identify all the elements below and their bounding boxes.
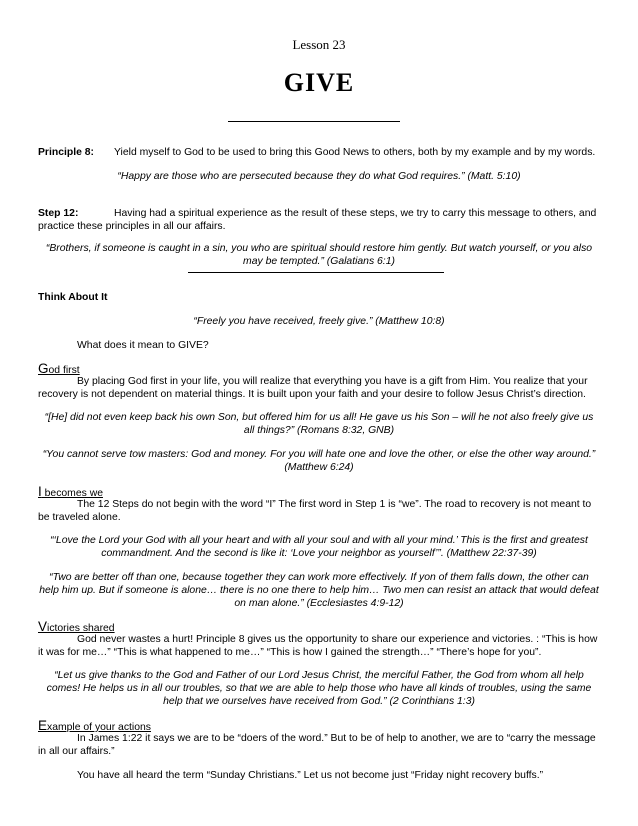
heading-rest: od first — [48, 365, 80, 376]
think-quote: “Freely you have received, freely give.” (Matthew 10:8) — [193, 316, 445, 327]
principle-text: Yield myself to God to be used to bring this Good News to others, both by my example and by my words. — [114, 147, 596, 158]
think-heading: Think About It — [38, 292, 108, 303]
i-becomes-we-quote2-line3: on man alone.” (Ecclesiastes 4:9-12) — [234, 598, 404, 609]
god-first-quote2-line1: “You cannot serve tow masters: God and money. For you will hate one and love the other, or else the other way around.” — [42, 449, 596, 460]
section-divider — [188, 272, 444, 273]
step-text-line2: practice these principles in all our affairs. — [38, 221, 226, 232]
heading-initial: G — [38, 361, 49, 376]
victories-quote-line3: help that we ourselves have received from God.” (2 Corinthians 1:3) — [163, 696, 475, 707]
principle-quote: “Happy are those who are persecuted because they do what God requires.” (Matt. 5:10) — [117, 171, 521, 182]
god-first-quote2-line2: (Matthew 6:24) — [284, 462, 354, 473]
victories-quote-line2: comes! He helps us in all our troubles, so that we are able to help those who have all kinds of troubles, using the same — [46, 683, 592, 694]
example-para-line1: In James 1:22 it says we are to be “doers of the word.” But to be of help to another, we are to “carry the message — [77, 733, 596, 744]
example-para-line3: You have all heard the term “Sunday Christians.” Let us not become just “Friday night recovery buffs.” — [77, 770, 544, 781]
heading-initial: V — [38, 619, 48, 634]
principle-label: Principle 8: — [38, 147, 95, 158]
god-first-para-line2: recovery is not dependent on material things. It is built upon your faith and your desire to follow Jesus Christ’s direction. — [38, 389, 586, 400]
i-becomes-we-para-line1: The 12 Steps do not begin with the word “I” The first word in Step 1 is “we”. The road to recovery is not meant to — [77, 499, 592, 510]
i-becomes-we-quote2-line1: “Two are better off than one, because together they can work more effectively. If yon of them falls down, the other can — [49, 572, 589, 583]
title-divider — [228, 121, 400, 122]
lesson-number: Lesson 23 — [292, 37, 346, 52]
step-text-line1: Having had a spiritual experience as the result of these steps, we try to carry this message to others, and — [114, 208, 597, 219]
i-becomes-we-para-line2: be traveled alone. — [38, 512, 121, 523]
victories-para-line1: God never wastes a hurt! Principle 8 gives us the opportunity to share our experience and victories. : “This is how — [77, 634, 598, 645]
god-first-quote1-line2: all things?” (Romans 8:32, GNB) — [243, 425, 395, 436]
heading-rest: ictories shared — [47, 623, 115, 634]
step-label: Step 12: — [38, 208, 79, 219]
title-graphic — [254, 68, 384, 96]
victories-para-line2: it was for me…” “This is what happened to me…” “This is how I gained the strength…” “There’s hope for you”. — [38, 647, 542, 658]
heading-rest: becomes we — [41, 488, 103, 499]
victories-quote-line1: “Let us give thanks to the God and Father of our Lord Jesus Christ, the merciful Father, the God from whom all help — [54, 670, 584, 681]
step-quote-line2: may be tempted.” (Galatians 6:1) — [243, 256, 395, 267]
i-becomes-we-quote1-line1: “‘Love the Lord your God with all your heart and with all your soul and with all your mind.’ This is the first and greatest — [50, 535, 588, 546]
i-becomes-we-quote2-line2: help him up. But if someone is alone… there is no one there to help him… Two men can resist an attack that would defeat — [39, 585, 599, 596]
god-first-para-line1: By placing God first in your life, you will realize that everything you have is a gift from Him. You realize that your — [77, 376, 588, 387]
heading-god-first — [38, 362, 80, 377]
heading-rest: xample of your actions — [47, 722, 151, 733]
page-title — [0, 68, 638, 101]
example-para-line2: in all our affairs.” — [38, 746, 115, 757]
i-becomes-we-quote1-line2: commandment. And the second is like it: ‘Love your neighbor as yourself’”. (Matthew 22:37-39) — [101, 548, 537, 559]
step-quote-line1: “Brothers, if someone is caught in a sin, you who are spiritual should restore him gently. But watch yourself, or you also — [45, 243, 593, 254]
heading-initial: I — [38, 484, 42, 499]
god-first-quote1-line1: “[He] did not even keep back his own Son, but offered him for us all! He gave us his Son – will he not also freely give us — [44, 412, 594, 423]
think-question: What does it mean to GIVE? — [77, 340, 209, 351]
heading-initial: E — [38, 718, 48, 733]
title-text: GIVE — [283, 68, 355, 96]
